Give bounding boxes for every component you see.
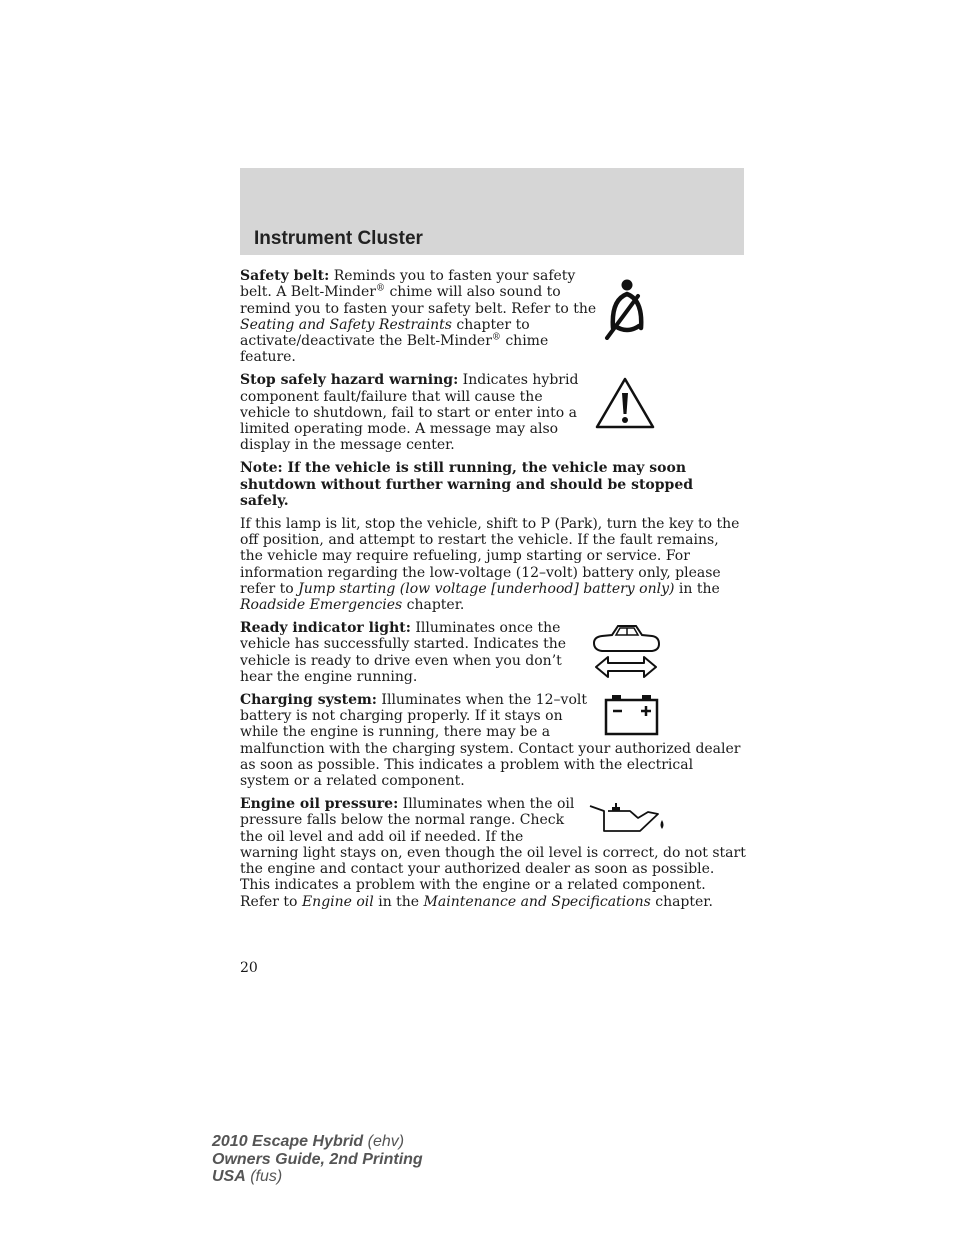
oil-block	[240, 796, 746, 917]
lamp-text-1: If this lamp is lit, stop the vehicle, shift to P (Park), turn the key to the off position, and attempt to restart the vehicle. If the fault remains, the vehicle may require refueling, jump starting or service. For information regarding the low-voltage (12–volt) battery only, please refer to	[240, 515, 740, 597]
registered-mark: ®	[491, 332, 501, 343]
charging-label: Charging system:	[240, 691, 377, 708]
warning-triangle-icon	[594, 376, 656, 430]
safety-belt-text-2: chime will also sound to remind you to fasten your safety belt. Refer to the	[240, 284, 597, 317]
lamp-reference-2: Roadside Emergencies	[240, 597, 403, 614]
oil-text-2: in the	[373, 893, 424, 910]
footer-model: 2010 Escape Hybrid	[212, 1133, 364, 1150]
lamp-reference-1: Jump starting (low voltage [underhood] battery only)	[298, 580, 675, 597]
safety-belt-text-3: chapter to activate/deactivate the Belt-Minder	[240, 316, 530, 350]
charging-block	[240, 692, 746, 796]
safety-belt-text-4: chime feature.	[240, 333, 549, 366]
oil-can-icon	[586, 798, 666, 834]
ready-text	[240, 620, 746, 685]
footer-market: USA	[212, 1168, 246, 1185]
ready-block	[240, 620, 746, 692]
safety-belt-reference: Seating and Safety Restraints	[240, 316, 452, 333]
footer-line-3	[212, 1168, 423, 1186]
oil-reference-2: Maintenance and Specifications	[423, 893, 651, 910]
charging-text	[240, 692, 746, 790]
oil-reference-1: Engine oil	[301, 893, 374, 910]
safety-belt-block	[240, 268, 746, 372]
safety-belt-text-1: Reminds you to fasten your safety belt. A Belt-Minder	[240, 268, 576, 301]
registered-mark: ®	[376, 283, 385, 294]
oil-text	[240, 796, 746, 910]
oil-label: Engine oil pressure:	[240, 795, 399, 812]
oil-text-1: Illuminates when the oil pressure falls below the normal range. Check the oil level and add oil if needed. If the warning light stays on, even though the oil level is correct, do not start the engine and contact your authorized dealer as soon as possible. This indicates a problem with the engine or a related component. Refer to	[240, 795, 746, 910]
ready-text-1: Illuminates once the vehicle has successfully started. Indicates the vehicle is ready to drive even when you don’t hear the engine running.	[240, 619, 567, 685]
seat-belt-icon	[601, 278, 653, 340]
battery-icon	[604, 694, 660, 736]
safety-belt-text	[240, 268, 746, 366]
note-text: Note: If the vehicle is still running, the vehicle may soon shutdown without further warning and should be stopped safely.	[240, 460, 694, 509]
content	[240, 268, 746, 916]
safety-belt-label: Safety belt:	[240, 268, 330, 284]
lamp-paragraph	[240, 516, 746, 614]
page-number: 20	[240, 960, 258, 976]
lamp-text-3: chapter.	[402, 597, 465, 614]
stop-safely-text	[240, 372, 746, 453]
footer-line-1	[212, 1133, 423, 1151]
footer-market-code: (fus)	[245, 1168, 283, 1185]
ready-car-icon	[588, 621, 662, 681]
footer	[212, 1133, 423, 1186]
footer-model-code: (ehv)	[363, 1133, 405, 1150]
footer-line-2: Owners Guide, 2nd Printing	[212, 1150, 423, 1168]
stop-safely-block	[240, 372, 746, 460]
section-title: Instrument Cluster	[254, 228, 423, 249]
ready-label: Ready indicator light:	[240, 619, 411, 636]
stop-safely-text-1: Indicates hybrid component fault/failure that will cause the vehicle to shutdown, fail to start or enter into a limited operating mode. A message may also display in the message center.	[240, 372, 579, 454]
charging-text-1: Illuminates when the 12–volt battery is not charging properly. If it stays on while the engine is running, there may be a malfunction with the charging system. Contact your authorized dealer as soon as possible. This indicates a problem with the electrical system or a related component.	[240, 691, 741, 790]
oil-text-3: chapter.	[650, 893, 713, 910]
lamp-text-2: in the	[674, 580, 720, 597]
stop-safely-label: Stop safely hazard warning:	[240, 372, 459, 389]
